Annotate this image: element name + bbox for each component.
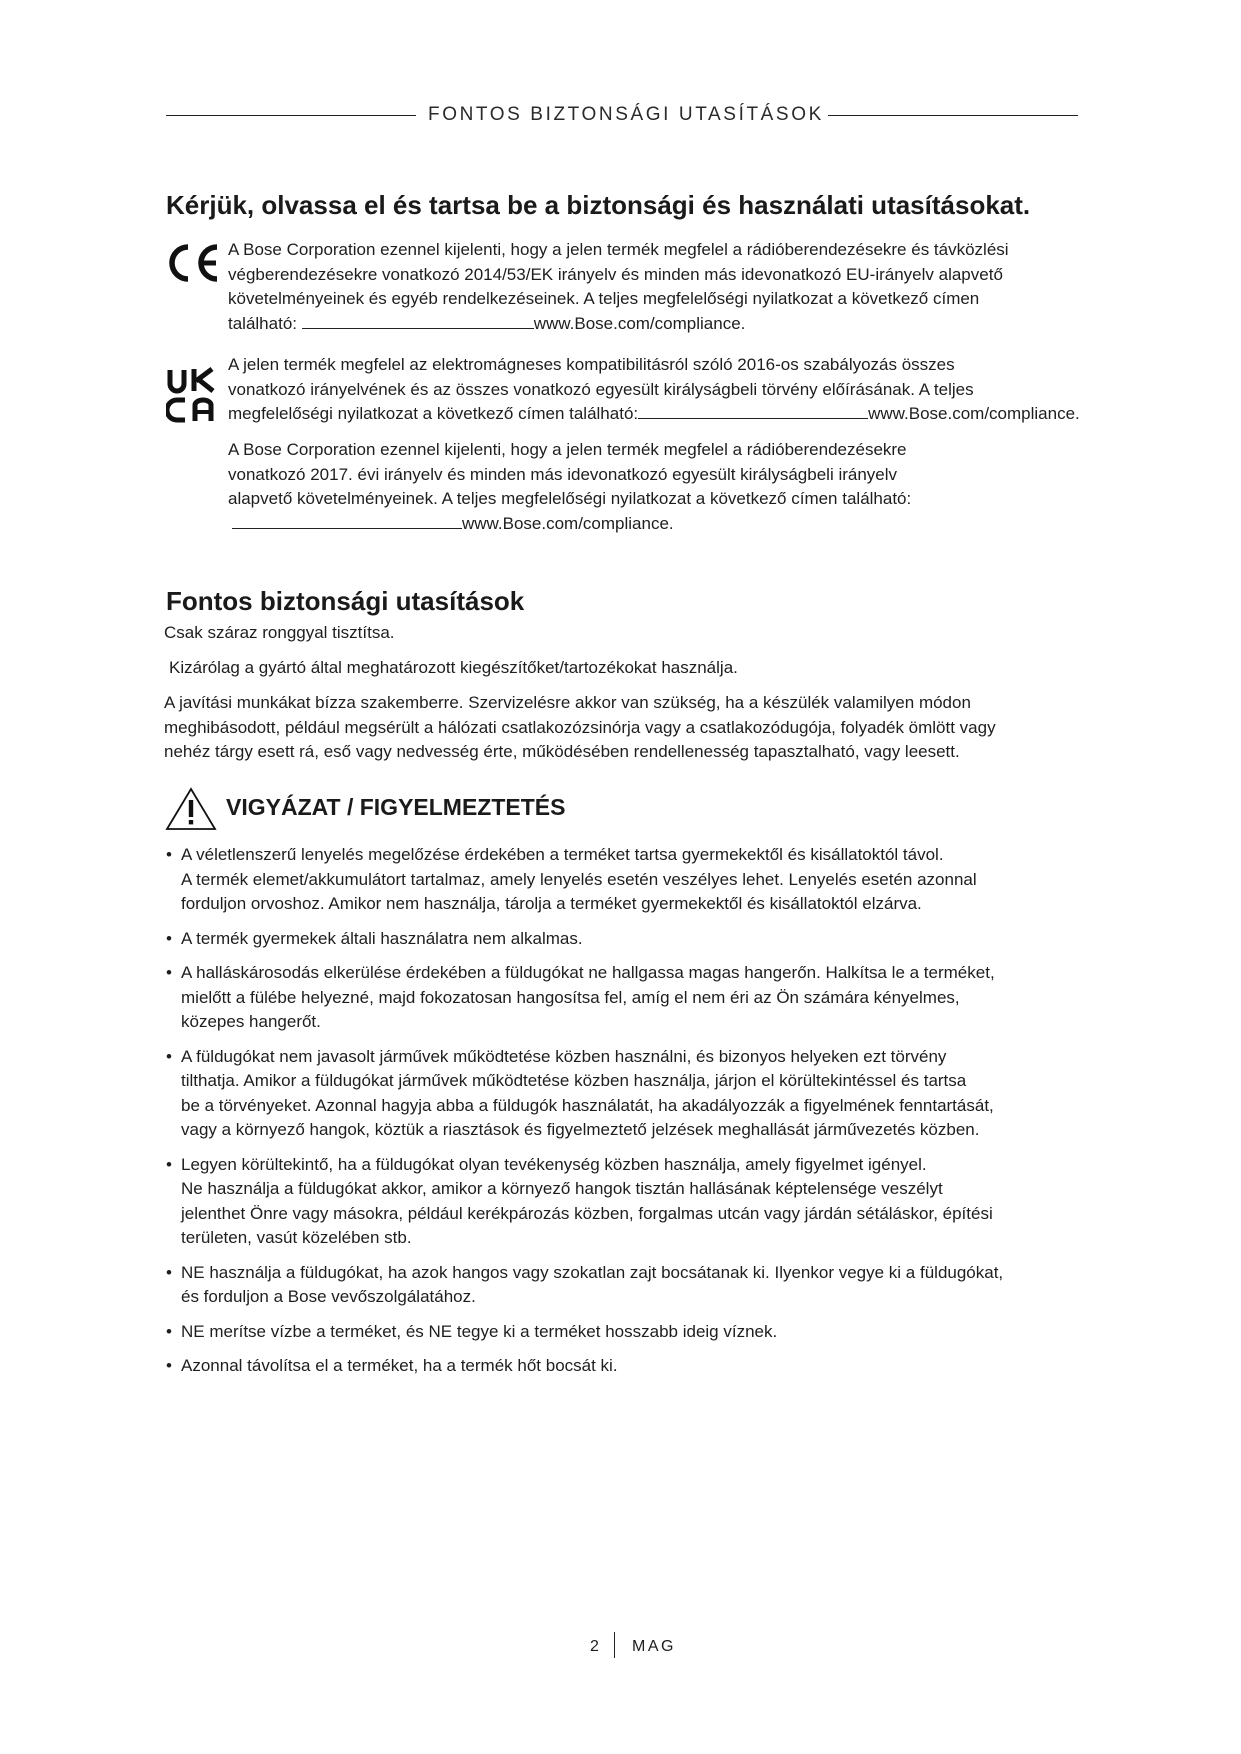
- ce-url: www.Bose.com/compliance.: [533, 313, 746, 333]
- blank-line: [638, 402, 868, 419]
- page-header: [166, 102, 1078, 130]
- list-item-line: Ne használja a füldugókat akkor, amikor a környező hangok tisztán hallásának képtelensége veszélyt: [181, 1179, 943, 1198]
- bullet-icon: •: [166, 1262, 172, 1282]
- ukca-declaration: [228, 353, 1228, 427]
- list-item-line: A füldugókat nem javasolt járművek működtetése közben használni, és bizonyos helyeken ezt törvény: [181, 1046, 947, 1066]
- bullet-icon: •: [166, 1356, 172, 1375]
- footer-divider: [614, 1632, 615, 1658]
- blank-line: [232, 512, 462, 529]
- ukca-url: www.Bose.com/compliance.: [868, 404, 1080, 423]
- safety-paragraph: Kizárólag a gyártó által meghatározott kiegészítőket/tartozékokat használja.: [169, 658, 738, 677]
- radio-line-last: [228, 512, 1128, 537]
- ukca-mark-icon: [166, 367, 218, 423]
- list-item: [166, 843, 1086, 917]
- page-footer: [560, 1632, 720, 1662]
- main-heading: Kérjük, olvassa el és tartsa be a biztonsági és használati utasításokat.: [166, 190, 1031, 220]
- list-item-line: jelenthet Önre vagy másokra, például kerékpározás közben, forgalmas utcán vagy járdán sétáláskor, építési: [181, 1203, 993, 1223]
- list-item: [166, 961, 1086, 1035]
- list-item-line: NE merítse vízbe a terméket, és NE tegye ki a terméket hosszabb ideig víznek.: [181, 1321, 778, 1341]
- safety-paragraph-service: [164, 691, 1104, 765]
- list-item-line: tilthatja. Amikor a füldugókat járművek működtetése közben használja, járjon el körültekintéssel és tartsa: [181, 1071, 967, 1090]
- bullet-icon: •: [166, 928, 172, 948]
- ukca-line: A jelen termék megfelel az elektromágneses kompatibilitásról szóló 2016-os szabályozás összes: [228, 355, 955, 374]
- list-item-line: NE használja a füldugókat, ha azok hangos vagy szokatlan zajt bocsátanak ki. Ilyenkor vegye ki a füldugókat,: [181, 1262, 1004, 1282]
- page-number: 2: [590, 1638, 599, 1655]
- ce-line: végberendezésekre vonatkozó 2014/53/EK irányelv és minden más idevonatkozó EU-irányelv alapvető: [228, 264, 1003, 284]
- list-item: [166, 1045, 1086, 1143]
- list-item-line: Azonnal távolítsa el a terméket, ha a termék hőt bocsát ki.: [181, 1356, 618, 1375]
- radio-line: vonatkozó 2017. évi irányelv és minden más idevonatkozó egyesült királyságbeli irányelv: [228, 464, 898, 484]
- service-line: nehéz tárgy esett rá, eső vagy nedvesség érte, működésében rendellenesség tapasztalható, vagy leesett.: [164, 742, 960, 761]
- ukca-location-label: megfelelőségi nyilatkozat a következő címen található:: [228, 404, 639, 423]
- list-item-line: területen, vasút közelében stb.: [181, 1228, 412, 1247]
- header-title: FONTOS BIZTONSÁGI UTASÍTÁSOK: [428, 104, 824, 125]
- header-rule-right: [828, 115, 1078, 116]
- bullet-icon: •: [166, 963, 172, 982]
- list-item-line: forduljon orvoshoz. Amikor nem használja, tárolja a terméket gyermekektől és kisállatoktól elzárva.: [181, 894, 922, 913]
- warning-heading: [164, 786, 764, 832]
- list-item: [166, 1354, 1086, 1379]
- list-item: [166, 927, 1086, 952]
- list-item-line: A halláskárosodás elkerülése érdekében a füldugókat ne hallgassa magas hangerőn. Halkítsa le a terméket,: [181, 963, 995, 982]
- list-item-line: A termék elemet/akkumulátort tartalmaz, amely lenyelés esetén veszélyes lehet. Lenyelés esetén azonnal: [181, 869, 977, 889]
- bullet-icon: •: [166, 845, 172, 864]
- language-code: MAG: [632, 1638, 676, 1655]
- ce-location-label: található:: [228, 313, 302, 333]
- list-item-line: Legyen körültekintő, ha a füldugókat olyan tevékenység közben használja, amely figyelmet igényel.: [181, 1154, 927, 1174]
- radio-declaration: [228, 438, 1128, 536]
- service-line: A javítási munkákat bízza szakemberre. Szervizelésre akkor van szükség, ha a készülék valamilyen módon: [164, 693, 971, 712]
- bullet-icon: •: [166, 1154, 172, 1174]
- list-item-line: vagy a környező hangok, köztük a riasztások és figyelmeztető jelzések meghallását járművezetés közben.: [181, 1120, 980, 1139]
- ce-line: A Bose Corporation ezennel kijelenti, hogy a jelen termék megfelel a rádióberendezésekre és távközlési: [228, 240, 1009, 259]
- blank-line: [302, 312, 534, 329]
- warning-list: [166, 843, 1086, 1389]
- ce-declaration: [228, 238, 1128, 336]
- header-rule-left: [166, 115, 416, 116]
- ce-line-last: [228, 312, 1128, 337]
- warning-triangle-icon: [164, 786, 218, 832]
- safety-paragraph: Csak száraz ronggyal tisztítsa.: [164, 623, 395, 642]
- list-item-line: A véletlenszerű lenyelés megelőzése érdekében a terméket tartsa gyermekektől és kisállatoktól távol.: [181, 845, 944, 864]
- list-item-line: és forduljon a Bose vevőszolgálatához.: [181, 1287, 476, 1306]
- list-item-line: A termék gyermekek általi használatra nem alkalmas.: [181, 928, 583, 948]
- bullet-icon: •: [166, 1321, 172, 1341]
- list-item-line: közepes hangerőt.: [181, 1012, 321, 1031]
- list-item-line: mielőtt a fülébe helyezné, majd fokozatosan hangosítsa fel, amíg el nem éri az Ön számára kényelmes,: [181, 987, 960, 1007]
- radio-line: A Bose Corporation ezennel kijelenti, hogy a jelen termék megfelel a rádióberendezésekre: [228, 440, 907, 459]
- bullet-icon: •: [166, 1046, 172, 1066]
- ce-mark-icon: [164, 243, 220, 283]
- list-item: [166, 1153, 1086, 1251]
- ukca-line-last: [228, 402, 1228, 427]
- service-line: meghibásodott, például megsérült a hálózati csatlakozózsinórja vagy a csatlakozódugója, folyadék ömlött vagy: [164, 717, 996, 737]
- safety-heading: Fontos biztonsági utasítások: [166, 586, 525, 616]
- ce-line: követelményeinek és egyéb rendelkezéseinek. A teljes megfelelőségi nyilatkozat a következő címen: [228, 289, 980, 308]
- radio-line: alapvető követelményeinek. A teljes megfelelőségi nyilatkozat a következő címen található:: [228, 489, 912, 508]
- list-item: [166, 1261, 1086, 1310]
- ukca-line: vonatkozó irányelvének és az összes vonatkozó egyesült királyságbeli törvény előírásának. A teljes: [228, 379, 974, 399]
- warning-title: VIGYÁZAT / FIGYELMEZTETÉS: [226, 794, 566, 820]
- list-item-line: be a törvényeket. Azonnal hagyja abba a füldugók használatát, ha akadályozzák a figyelmének fenntartását,: [181, 1095, 994, 1115]
- list-item: [166, 1320, 1086, 1345]
- radio-url: www.Bose.com/compliance.: [462, 513, 674, 533]
